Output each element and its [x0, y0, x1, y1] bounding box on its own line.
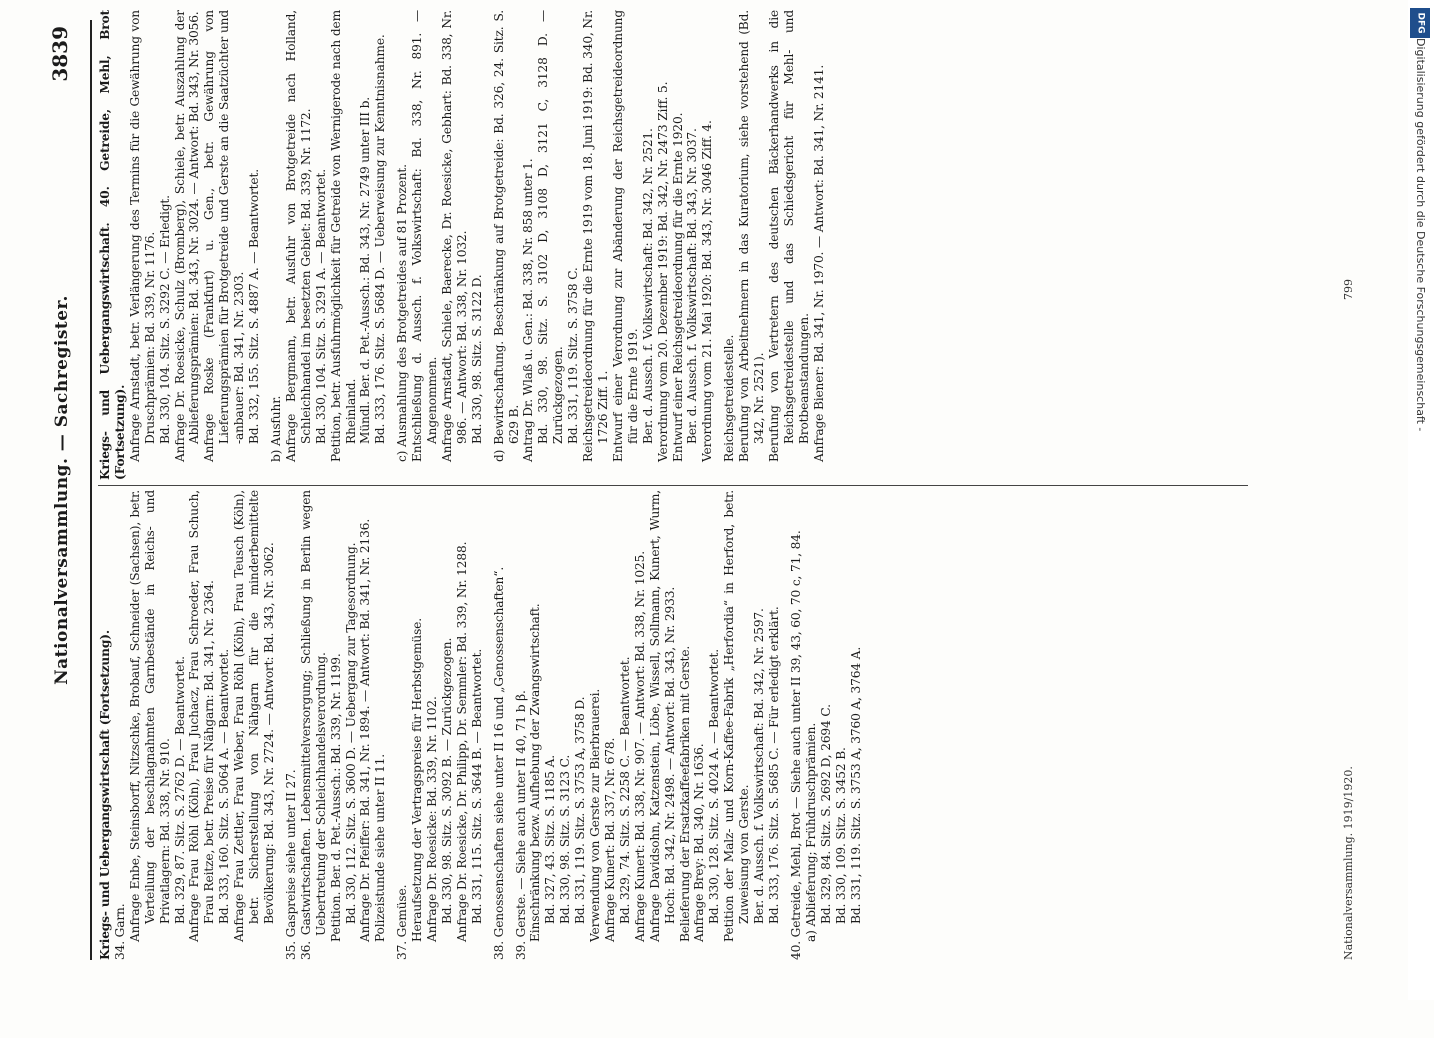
- index-entry: Bd. 333, 160. Sitz. S. 5064 A. — Beantwortet.: [217, 649, 232, 924]
- header-title: Nationalversammlung. — Sachregister.: [52, 295, 72, 685]
- index-entry: Verordnung vom 20. Dezember 1919: Bd. 342, Nr. 2473 Ziff. 5.: [655, 81, 670, 462]
- index-entry: Bd. 329, 74. Sitz. S. 2258 C. — Beantwortet.: [617, 656, 632, 924]
- index-entry: 35. Gaspreise siehe unter II 27.: [283, 769, 298, 960]
- page-number: 3839: [48, 26, 72, 82]
- index-entry: Anfrage Enbe, Steinsborff, Nitzschke, Brobauf, Schneider (Sachsen), betr. Verteilung der beschlagnahmten Garnbestände in Reichs- und Privatlagern: Bd. 338, Nr. 910.: [127, 490, 172, 942]
- index-entry: Kriegs- und Uebergangswirtschaft. 40. Getreide, Mehl, Brot (Fortsetzung).: [98, 10, 127, 480]
- index-entry: Berufung von Arbeitnehmern in das Kuratorium, siehe vorstehend (Bd. 342, Nr. 2521).: [737, 10, 767, 462]
- index-entry: Anfrage Kunert: Bd. 338, Nr. 907. — Antwort: Bd. 338, Nr. 1025.: [632, 551, 647, 942]
- index-entry: Anfrage Dr. Pfeiffer: Bd. 341, Nr. 1894. — Antwort: Bd. 341, Nr. 2136.: [358, 518, 373, 942]
- index-entry: Ber. d. Aussch. f. Volkswirtschaft: Bd. 342, Nr. 2521.: [640, 128, 655, 444]
- index-entry: Ber. d. Aussch. f. Volkswirtschaft: Bd. 342, Nr. 2597.: [752, 608, 767, 924]
- index-entry: Bd. 331, 119. Sitz. S. 3758 C.: [566, 267, 581, 444]
- index-entry: Entwurf einer Verordnung zur Abänderung der Reichsgetreideordnung für die Ernte 1919.: [610, 10, 640, 462]
- spacer: [277, 490, 284, 960]
- index-entry: Bd. 330, 104. Sitz. S. 3292 C. — Erledigt.: [157, 195, 172, 444]
- index-entry: Einschränkung bezw. Aufhebung der Zwangswirtschaft.: [528, 603, 543, 942]
- index-entry: Bd. 330, 98. Sitz. S. 3123 C.: [558, 754, 573, 924]
- digitization-sidebar: [1408, 0, 1434, 1000]
- index-entry: Anfrage Brey: Bd. 340, Nr. 1636.: [692, 743, 707, 942]
- index-entry: Bd. 333, 176. Sitz. S. 5685 C. — Für erledigt erklärt.: [766, 606, 781, 924]
- index-entry: Bd. 331, 115. Sitz. S. 3644 B. — Beantwortet.: [469, 648, 484, 924]
- index-entry: Antrag Dr. Wlaß u. Gen.: Bd. 338, Nr. 858 unter 1.: [521, 158, 536, 462]
- footer-page-number: 799: [1342, 279, 1355, 300]
- index-entry: Entschließung d. Aussch. f. Volkswirtschaft: Bd. 338, Nr. 891. — Angenommen.: [410, 10, 440, 462]
- index-entry: b) Ausfuhr.: [268, 395, 283, 462]
- index-entry: c) Ausmahlung des Brotgetreides auf 81 Prozent.: [395, 164, 410, 462]
- index-entry: Berufung von Vertretern des deutschen Bäckerhandwerks in die Reichsgetreidestelle und das Schiedsgericht für Mehl- und Brotbeanstandungen.: [766, 10, 811, 462]
- index-entry: Mündl. Ber. d. Pet.-Aussch.: Bd. 343, Nr. 2749 unter III b.: [358, 97, 373, 444]
- index-entry: 38. Genossenschaften siehe unter II 16 und „Genossenschaften“.: [491, 566, 506, 960]
- footer-left: Nationalversammlung. 1919/1920.: [1342, 766, 1355, 960]
- index-entry: Heraufsetzung der Vertragspreise für Herbstgemüse.: [410, 618, 425, 942]
- index-entry: 40. Getreide, Mehl, Brot — Siehe auch unter II 39, 43, 60, 70 c, 71, 84.: [788, 530, 803, 960]
- index-entry: Anfrage Dr. Roesicke, Dr. Philipp, Dr. Semmler: Bd. 339, Nr. 1288.: [454, 541, 469, 942]
- index-entry: Bd. 330, 104. Sitz. S. 3291 A. — Beantwortet.: [313, 169, 328, 444]
- spacer: [388, 490, 395, 960]
- spacer: [485, 490, 492, 960]
- index-entry: Reichsgetreidestelle.: [722, 334, 737, 462]
- index-entry: Verwendung von Gerste zur Bierbrauerei.: [588, 688, 603, 942]
- digitization-note: Digitalisierung gefördert durch die Deutsche Forschungsgemeinschaft -: [1414, 38, 1428, 432]
- right-column: [98, 10, 1328, 480]
- index-entry: Polizeistunde siehe unter II 11.: [373, 753, 388, 942]
- column-divider: [98, 485, 1248, 486]
- index-entry: Anfrage Dr. Roesicke: Bd. 339, Nr. 1102.: [425, 696, 440, 942]
- index-entry: Bd. 329, 87. Sitz. S. 2762 D. — Beantwortet.: [172, 656, 187, 924]
- index-entry: Anfrage Biener: Bd. 341, Nr. 1970. — Antwort: Bd. 341, Nr. 2141.: [811, 64, 826, 462]
- index-entry: Anfrage Frau Zettler, Frau Weber, Frau Röhl (Köln), Frau Teusch (Köln), betr. Sicherstellung von Nähgarn für die minderbemittelte Bevölkerung: Bd. 343, Nr. 2724. — Antwort: Bd. 343, Nr. 3062.: [232, 490, 276, 942]
- index-entry: Bd. 331, 119. Sitz. S. 3753 A, 3758 D.: [573, 696, 588, 924]
- index-entry: Belieferung der Ersatzkaffeefabriken mit Gerste.: [677, 645, 692, 942]
- index-entry: Bd. 330, 112. Sitz. S. 3600 D. — Uebergang zur Tagesordnung.: [343, 542, 358, 924]
- index-entry: Bd. 330, 98. Sitz. S. 3122 D.: [469, 274, 484, 444]
- index-entry: Anfrage Arnstadt, Schiele, Baerecke, Dr. Roesicke, Gebhart: Bd. 338, Nr. 986. — Antwort: Bd. 338, Nr. 1032.: [439, 10, 469, 462]
- index-entry: 37. Gemüse.: [395, 884, 410, 960]
- index-entry: Ber. d. Aussch. f. Volkswirtschaft: Bd. 343, Nr. 3037.: [685, 128, 700, 444]
- index-entry: Bd. 327, 43. Sitz. S. 1185 A.: [543, 755, 558, 924]
- index-entry: Bd. 330, 109. Sitz. S. 3452 B.: [833, 747, 848, 924]
- index-entry: Bd. 333, 176. Sitz. S. 5684 D. — Ueberweisung zur Kenntnisnahme.: [373, 34, 388, 444]
- index-entry: Bd. 329, 84. Sitz. S. 2692 D, 2694 C.: [818, 704, 833, 924]
- spacer: [388, 10, 395, 480]
- index-entry: Anfrage Arnstadt, betr. Verlängerung des Termins für die Gewährung von Druschprämien: Bd. 339, Nr. 1176.: [127, 10, 157, 462]
- index-entry: Petition. Ber. d. Pet.-Aussch.: Bd. 339, Nr. 1199.: [328, 653, 343, 942]
- index-entry: d) Bewirtschaftung. Beschränkung auf Brotgetreide: Bd. 326, 24. Sitz. S. 629 B.: [491, 10, 521, 462]
- index-entry: Bd. 330, 98. Sitz. S. 3092 B. — Zurückgezogen.: [439, 637, 454, 924]
- dfg-logo-text: DFG: [1415, 12, 1426, 34]
- spacer: [715, 10, 722, 480]
- page-header: [42, 20, 92, 960]
- spacer: [262, 10, 269, 480]
- index-entry: Verordnung vom 21. Mai 1920: Bd. 343, Nr. 3046 Ziff. 4.: [700, 120, 715, 462]
- spacer: [485, 10, 492, 480]
- spacer: [507, 490, 514, 960]
- index-entry: 39. Gerste. — Siehe auch unter II 40, 71 b β.: [513, 690, 528, 960]
- index-entry: Bd. 331, 119. Sitz. S. 3753 A, 3760 A, 3764 A.: [848, 646, 863, 924]
- index-entry: 36. Gastwirtschaften. Lebensmittelversorgung; Schließung in Berlin wegen Uebertretung der Schleichhandelsverordnung.: [298, 490, 328, 960]
- index-entry: 34. Garn.: [112, 903, 127, 960]
- index-entry: Anfrage Dr. Roesicke, Schulz (Bromberg), Schiele, betr. Auszahlung der Ablieferungsprämien: Bd. 343, Nr. 3024. — Antwort: Bd. 343, Nr. 3056.: [172, 10, 202, 462]
- index-entry: Reichsgetreideordnung für die Ernte 1919 vom 18. Juni 1919: Bd. 340, Nr. 1726 Ziff. 1.: [581, 10, 610, 462]
- index-entry: Entwurf einer Reichsgetreideordnung für die Ernte 1920.: [670, 112, 685, 462]
- index-entry: Kriegs- und Uebergangswirtschaft (Fortsetzung).: [98, 630, 112, 960]
- spacer: [782, 490, 789, 960]
- index-entry: Anfrage Bergmann, betr. Ausfuhr von Brotgetreide nach Holland, Schleichhandel im besetzten Gebiet: Bd. 339, Nr. 1172.: [283, 10, 313, 462]
- index-entry: Petition der Malz- und Korn-Kaffee-Fabrik „Herfordia“ in Herford, betr. Zuweisung von Gerste.: [722, 490, 752, 942]
- index-entry: Anfrage Davidsohn, Katzenstein, Löbe, Wissell, Sollmann, Kunert, Wurm, Hoch: Bd. 342, Nr. 2498. — Antwort: Bd. 343, Nr. 2933.: [647, 490, 677, 942]
- index-entry: Anfrage Roske (Frankfurt) u. Gen., betr. Gewährung von Lieferungsprämien für Brotgetreide und Gerste an die Saatzüchter und -anbauer: Bd. 341, Nr. 2303.: [202, 10, 247, 462]
- index-entry: Bd. 330, 98. Sitz. S. 3102 D, 3108 D, 3121 C, 3128 D. — Zurückgezogen.: [536, 10, 566, 444]
- index-entry: a) Ablieferung; Frühdruschprämien.: [803, 722, 818, 942]
- index-entry: Anfrage Kunert: Bd. 337, Nr. 678.: [603, 737, 617, 942]
- index-entry: Petition, betr. Ausfuhrmöglichkeit für Getreide von Wernigerode nach dem Rheinland.: [328, 10, 358, 462]
- left-column: [98, 490, 1328, 960]
- index-entry: Anfrage Frau Röhl (Köln), Frau Juchacz, Frau Schroeder, Frau Schuch, Frau Reitze, betr. Preise für Nähgarn: Bd. 341, Nr. 2364.: [187, 490, 217, 942]
- dfg-logo-icon: [1410, 8, 1430, 38]
- index-entry: Bd. 332, 155. Sitz. S. 4887 A. — Beantwortet.: [247, 169, 262, 444]
- index-entry: Bd. 330, 128. Sitz. S. 4024 A. — Beantwortet.: [707, 649, 722, 924]
